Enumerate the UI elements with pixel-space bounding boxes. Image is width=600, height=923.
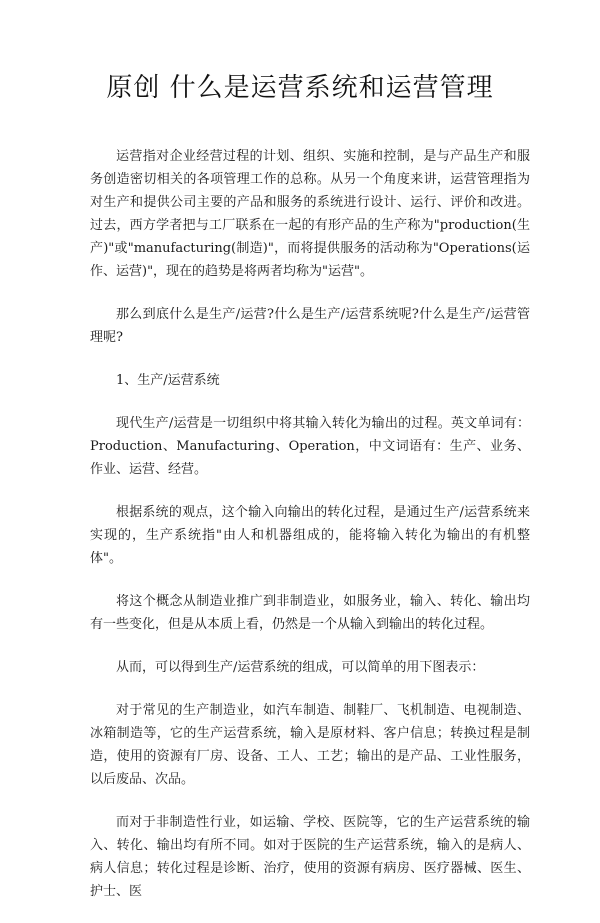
paragraph-question: 那么到底什么是生产/运营?什么是生产/运营系统呢?什么是生产/运营管理呢?: [90, 307, 530, 345]
paragraph-intro: 运营指对企业经营过程的计划、组织、实施和控制，是与产品生产和服务创造密切相关的各项管理工作的总称。从另一个角度来讲，运营管理指为对生产和提供公司主要的产品和服务的系统进行设计、运行、评价和改进。过去，西方学者把与工厂联系在一起的有形产品的生产称为"production(生产)"或"manufacturing(制造)"，而将提供服务的活动称为"Operations(运作、运营)"，现在的趋势是将两者均称为"运营"。: [90, 149, 530, 279]
paragraph-service-example: 而对于非制造性行业，如运输、学校、医院等，它的生产运营系统的输入、转化、输出均有所不同。如对于医院的生产运营系统，输入的是病人、病人信息；转化过程是诊断、治疗，使用的资源有病房、医疗器械、医生、护士、医: [90, 815, 530, 899]
document-body: [90, 145, 530, 923]
paragraph-system-view: 根据系统的观点，这个输入向输出的转化过程，是通过生产/运营系统来实现的，生产系统指"由人和机器组成的，能将输入转化为输出的有机整体"。: [90, 505, 530, 566]
paragraph-diagram-intro: 从而，可以得到生产/运营系统的组成，可以简单的用下图表示：: [116, 660, 485, 675]
page-title: 原创 什么是运营系统和运营管理: [106, 73, 494, 103]
paragraph-manufacturing-example: 对于常见的生产制造业，如汽车制造、制鞋厂、飞机制造、电视制造、冰箱制造等，它的生产运营系统，输入是原材料、客户信息；转换过程是制造，使用的资源有厂房、设备、工人、工艺；输出的是产品、工业性服务，以后废品、次品。: [90, 703, 530, 787]
section-heading-production-system: 1、生产/运营系统: [116, 373, 220, 388]
paragraph-non-manufacturing: 将这个概念从制造业推广到非制造业，如服务业，输入、转化、输出均有一些变化，但是从本质上看，仍然是一个从输入到输出的转化过程。: [90, 594, 530, 632]
paragraph-definition: 现代生产/运营是一切组织中将其输入转化为输出的过程。英文单词有：Production、Manufacturing、Operation，中文词语有：生产、业务、作业、运营、经营。: [90, 416, 530, 477]
